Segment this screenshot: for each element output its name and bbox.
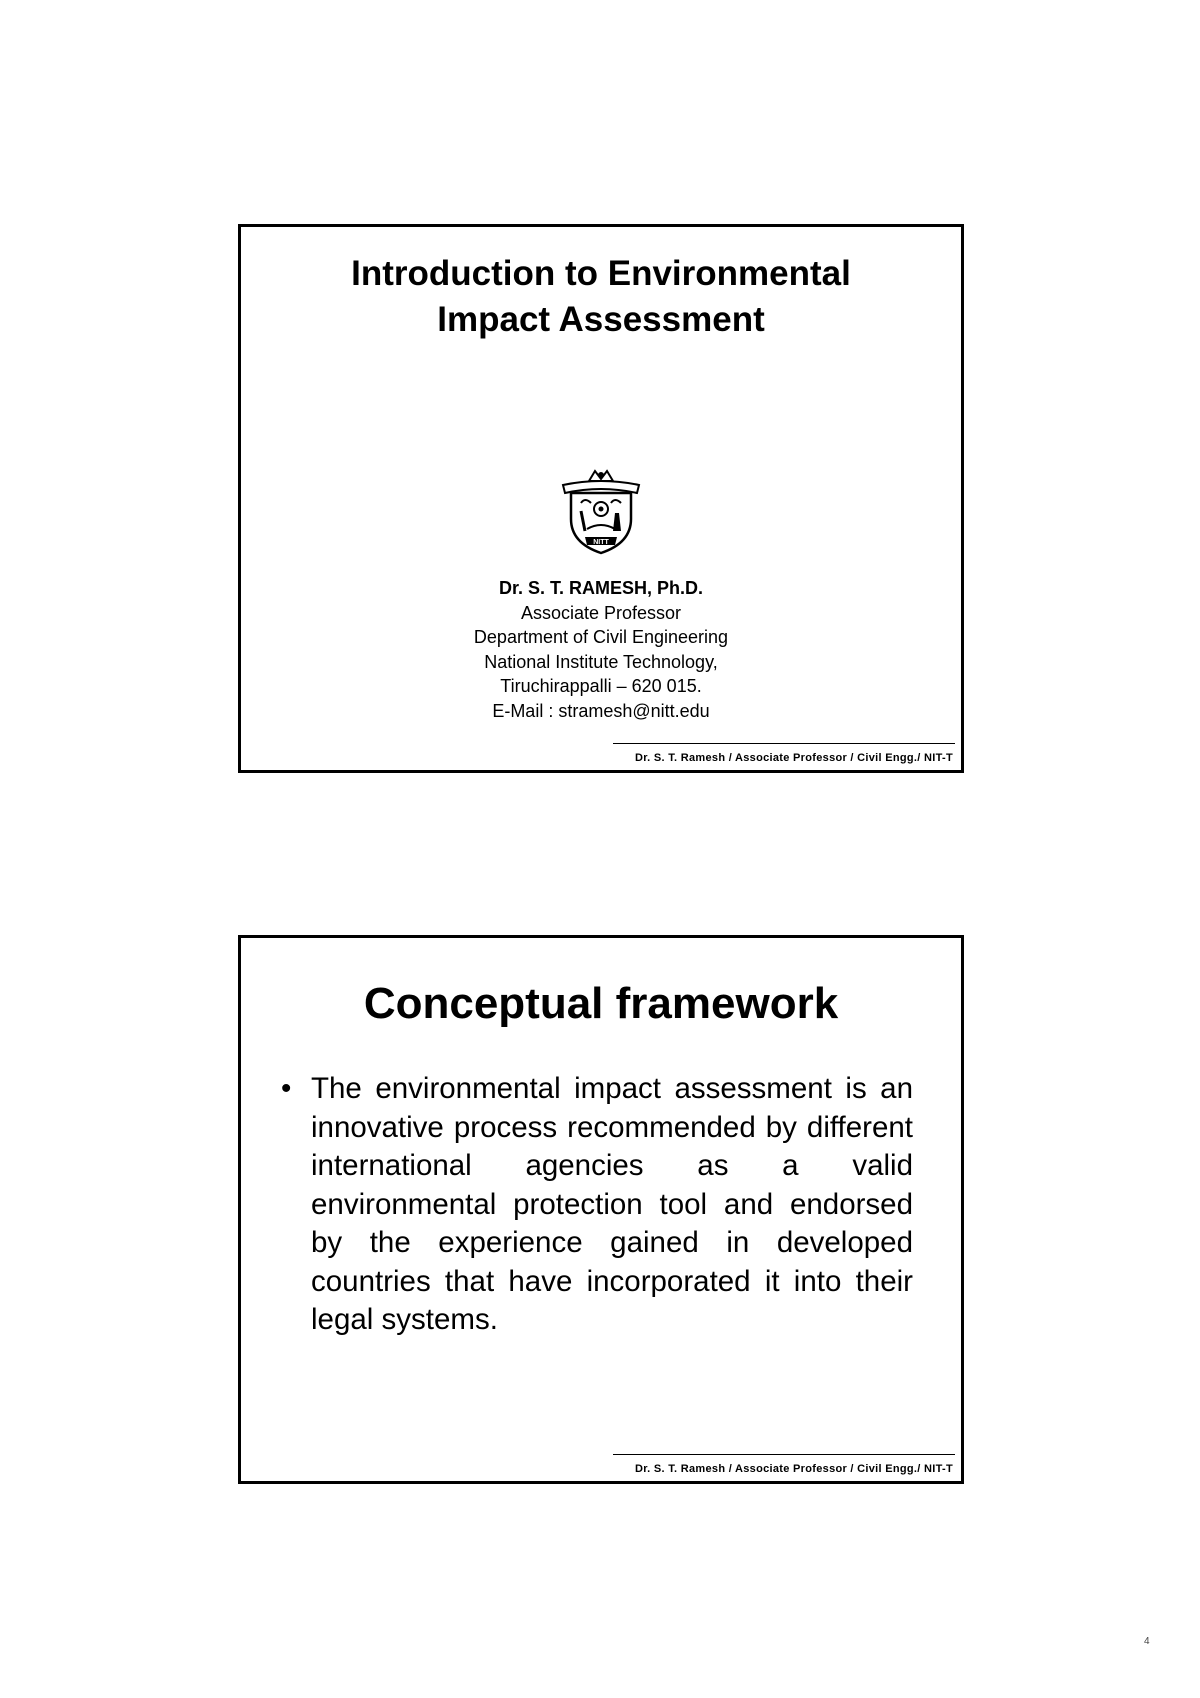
author-department: Department of Civil Engineering [473,627,729,647]
bullet-icon: • [281,1072,292,1105]
crest-text: NITT [593,539,609,546]
author-position: Associate Professor [520,602,682,623]
page-number: 4 [1144,1636,1150,1647]
author-city: Tiruchirappalli – 620 015. [500,676,702,696]
title-line-2: Impact Assessment [437,299,765,339]
bullet-text: The environmental impact assessment is an innovative process recommended by different international agencies as a valid environmental protection tool and endorsed by the experience gained in developed countries that have incorporated it into their legal systems. [311,1072,913,1336]
slide-footer: Dr. S. T. Ramesh / Associate Professor / Civil Engg./ NIT-T [634,1463,953,1475]
slide-conceptual-framework [238,935,964,1484]
bullet-list [281,1070,913,1340]
footer-divider [613,1454,955,1455]
author-block [241,576,961,723]
institute-crest-icon [557,467,645,559]
list-item [281,1070,913,1340]
author-email[interactable]: E-Mail : stramesh@nitt.edu [492,700,710,721]
title-line-1: Introduction to Environmental [351,254,851,293]
slide-heading: Conceptual framework [363,979,839,1028]
footer-divider [613,743,955,744]
slide-footer: Dr. S. T. Ramesh / Associate Professor / Civil Engg./ NIT-T [634,752,953,764]
slide-title-heading [241,251,961,342]
slide-title [238,224,964,773]
author-name: Dr. S. T. RAMESH, Ph.D. [498,578,704,598]
author-institute: National Institute Technology, [484,651,718,672]
